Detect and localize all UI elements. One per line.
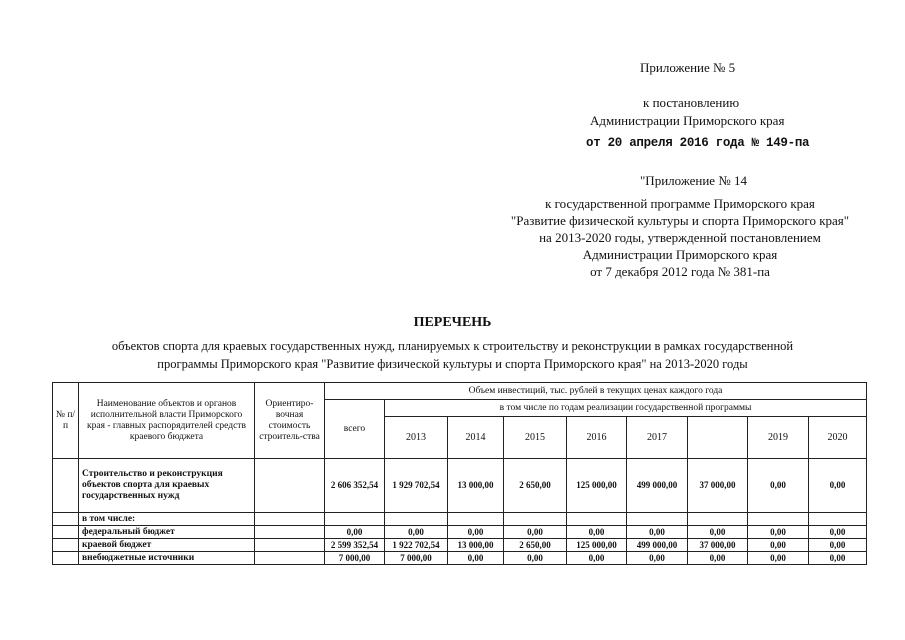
row-total: 2 599 352,54 bbox=[325, 539, 385, 552]
table-row bbox=[53, 552, 867, 565]
subtitle-line-2: программы Приморского края "Развитие физической культуры и спорта Приморского края" на 2013-2020 годы bbox=[157, 357, 748, 371]
col-cost-header: Ориентиро-вочная стоимость строитель-ства bbox=[255, 383, 325, 459]
row-value: 125 000,00 bbox=[567, 539, 627, 552]
year-header: 2017 bbox=[627, 417, 688, 459]
program-line-2: "Развитие физической культуры и спорта Приморского края" bbox=[510, 213, 850, 228]
year-header: 2015 bbox=[504, 417, 567, 459]
row-total: 7 000,00 bbox=[325, 552, 385, 565]
year-header: 2020 bbox=[809, 417, 867, 459]
row-value: 0,00 bbox=[688, 526, 748, 539]
year-header: 2014 bbox=[448, 417, 504, 459]
row-value: 0,00 bbox=[448, 552, 504, 565]
row-value: 0,00 bbox=[809, 539, 867, 552]
row-num bbox=[53, 459, 79, 513]
table-row bbox=[53, 459, 867, 513]
row-label: внебюджетные источники bbox=[79, 552, 255, 565]
year-header bbox=[688, 417, 748, 459]
row-value: 0,00 bbox=[809, 552, 867, 565]
row-value: 1 929 702,54 bbox=[385, 459, 448, 513]
row-value bbox=[448, 513, 504, 526]
row-value bbox=[504, 513, 567, 526]
row-value: 0,00 bbox=[748, 526, 809, 539]
administration-text: Администрации Приморского края bbox=[590, 113, 785, 128]
row-value: 1 922 702,54 bbox=[385, 539, 448, 552]
row-value: 7 000,00 bbox=[385, 552, 448, 565]
row-value: 0,00 bbox=[504, 526, 567, 539]
program-line-1: к государственной программе Приморского края bbox=[545, 196, 815, 211]
table-row bbox=[53, 539, 867, 552]
program-line-3: на 2013-2020 годы, утвержденной постановлением bbox=[539, 230, 821, 245]
row-total: 2 606 352,54 bbox=[325, 459, 385, 513]
row-num bbox=[53, 552, 79, 565]
row-value: 0,00 bbox=[627, 552, 688, 565]
row-cost bbox=[255, 513, 325, 526]
row-value: 0,00 bbox=[748, 539, 809, 552]
year-header: 2019 bbox=[748, 417, 809, 459]
row-value: 125 000,00 bbox=[567, 459, 627, 513]
row-value: 499 000,00 bbox=[627, 459, 688, 513]
row-value bbox=[688, 513, 748, 526]
row-value: 0,00 bbox=[567, 552, 627, 565]
page-title: ПЕРЕЧЕНЬ bbox=[413, 315, 492, 330]
row-value: 0,00 bbox=[809, 526, 867, 539]
date-stamp: от 20 апреля 2016 года № 149-па bbox=[586, 136, 810, 150]
row-value: 37 000,00 bbox=[688, 539, 748, 552]
col-num-header: № п/п bbox=[53, 383, 79, 459]
row-num bbox=[53, 539, 79, 552]
row-label: Строительство и реконструкция объектов спорта для краевых государственных нужд bbox=[79, 459, 255, 513]
row-value: 2 650,00 bbox=[504, 459, 567, 513]
row-value bbox=[627, 513, 688, 526]
row-value: 0,00 bbox=[627, 526, 688, 539]
objects-table bbox=[52, 382, 867, 565]
row-value: 0,00 bbox=[385, 526, 448, 539]
row-total: 0,00 bbox=[325, 526, 385, 539]
row-value: 499 000,00 bbox=[627, 539, 688, 552]
row-cost bbox=[255, 526, 325, 539]
row-value: 13 000,00 bbox=[448, 539, 504, 552]
row-value bbox=[748, 513, 809, 526]
row-label: в том числе: bbox=[79, 513, 255, 526]
table-row bbox=[53, 513, 867, 526]
col-name-header: Наименование объектов и органов исполнительной власти Приморского края - главных распорядителей средств краевого бюджета bbox=[79, 383, 255, 459]
col-invest-header: Объем инвестиций, тыс. рублей в текущих ценах каждого года bbox=[325, 383, 867, 400]
year-header: 2016 bbox=[567, 417, 627, 459]
table-row bbox=[53, 526, 867, 539]
row-value: 0,00 bbox=[748, 459, 809, 513]
row-value bbox=[385, 513, 448, 526]
col-total-header: всего bbox=[325, 400, 385, 459]
year-header: 2013 bbox=[385, 417, 448, 459]
row-value bbox=[567, 513, 627, 526]
row-value: 0,00 bbox=[504, 552, 567, 565]
to-resolution-text: к постановлению bbox=[643, 95, 740, 110]
row-total bbox=[325, 513, 385, 526]
header-row-1 bbox=[53, 383, 867, 400]
program-line-5: от 7 декабря 2012 года № 381-па bbox=[590, 264, 770, 279]
row-cost bbox=[255, 552, 325, 565]
row-label: краевой бюджет bbox=[79, 539, 255, 552]
appendix-number: Приложение № 5 bbox=[640, 60, 736, 75]
row-cost bbox=[255, 459, 325, 513]
row-value: 0,00 bbox=[448, 526, 504, 539]
program-line-4: Администрации Приморского края bbox=[582, 247, 778, 262]
quoted-appendix: "Приложение № 14 bbox=[640, 173, 747, 188]
row-cost bbox=[255, 539, 325, 552]
row-value: 0,00 bbox=[809, 459, 867, 513]
row-label: федеральный бюджет bbox=[79, 526, 255, 539]
subtitle-line-1: объектов спорта для краевых государственных нужд, планируемых к строительству и реконструкции в рамках государственной bbox=[111, 339, 794, 353]
row-value: 2 650,00 bbox=[504, 539, 567, 552]
col-including-header: в том числе по годам реализации государственной программы bbox=[385, 400, 867, 417]
row-value: 13 000,00 bbox=[448, 459, 504, 513]
row-value bbox=[809, 513, 867, 526]
row-value: 0,00 bbox=[748, 552, 809, 565]
row-num bbox=[53, 526, 79, 539]
row-value: 0,00 bbox=[688, 552, 748, 565]
row-value: 0,00 bbox=[567, 526, 627, 539]
row-value: 37 000,00 bbox=[688, 459, 748, 513]
row-num bbox=[53, 513, 79, 526]
